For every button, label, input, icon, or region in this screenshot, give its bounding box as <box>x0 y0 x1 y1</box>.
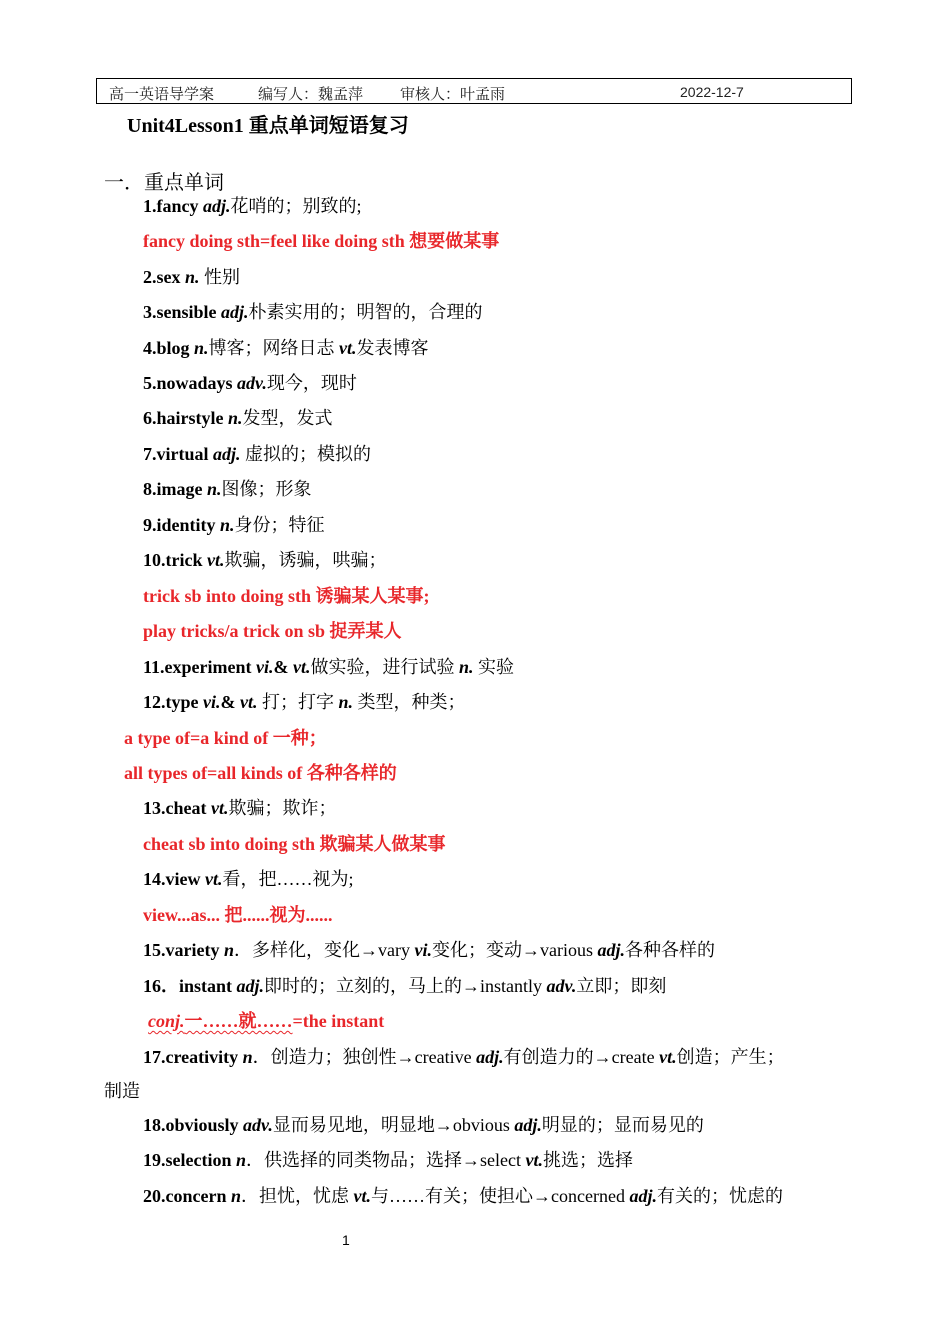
phrase-12a: a type of=a kind of 一种； <box>124 728 327 748</box>
phrase-10b: play tricks/a trick on sb 捉弄某人 <box>143 621 402 641</box>
entry-14: 14.view vt.看，把……视为; <box>143 869 354 889</box>
entry-6: 6.hairstyle n.发型，发式 <box>143 408 333 428</box>
entry-9: 9.identity n.身份；特征 <box>143 515 325 535</box>
entry-5: 5.nowadays adv.现今，现时 <box>143 373 357 393</box>
entry-8: 8.image n.图像；形象 <box>143 479 312 499</box>
entry-1: 1.fancy adj.花哨的；别致的; <box>143 196 362 216</box>
entry-20: 20.concern n．担忧，忧虑 vt.与……有关；使担心→concerned adj.有关的；忧虑的 <box>143 1186 783 1206</box>
phrase-1: fancy doing sth=feel like doing sth 想要做某事 <box>143 231 500 251</box>
entry-7: 7.virtual adj. 虚拟的；模拟的 <box>143 444 372 464</box>
header-box <box>96 78 852 104</box>
phrase-10a: trick sb into doing sth 诱骗某人某事; <box>143 586 430 606</box>
header-course: 高一英语导学案 <box>109 85 215 103</box>
entry-19: 19.selection n．供选择的同类物品；选择→select vt.挑选；选择 <box>143 1150 633 1170</box>
section-heading: 一．重点单词 <box>104 172 224 194</box>
phrase-13: cheat sb into doing sth 欺骗某人做某事 <box>143 834 446 854</box>
entry-12: 12.type vi.& vt. 打；打字 n. 类型，种类； <box>143 692 466 712</box>
header-reviewer: 审核人：叶孟雨 <box>400 85 506 103</box>
entry-3: 3.sensible adj.朴素实用的；明智的，合理的 <box>143 302 483 322</box>
entry-2: 2.sex n. 性别 <box>143 267 241 287</box>
phrase-16: conj.一……就……=the instant <box>148 1011 385 1031</box>
entry-17: 17.creativity n．创造力；独创性→creative adj.有创造力的→create vt.创造；产生； <box>143 1047 785 1067</box>
entry-4: 4.blog n.博客；网络日志 vt.发表博客 <box>143 338 429 358</box>
page-title: Unit4Lesson1 重点单词短语复习 <box>127 115 409 137</box>
entry-18: 18.obviously adv.显而易见地，明显地→obvious adj.明显的；显而易见的 <box>143 1115 704 1135</box>
header-writer: 编写人：魏孟萍 <box>258 85 364 103</box>
entry-17-continued: 制造 <box>104 1081 140 1101</box>
entry-16: 16．instant adj.即时的；立刻的，马上的→instantly adv.立即；即刻 <box>143 976 667 996</box>
entry-11: 11.experiment vi.& vt.做实验，进行试验 n. 实验 <box>143 657 514 677</box>
entry-15: 15.variety n．多样化，变化→vary vi.变化；变动→various adj.各种各样的 <box>143 940 715 960</box>
page-number: 1 <box>342 1232 350 1248</box>
phrase-12b: all types of=all kinds of 各种各样的 <box>124 763 397 783</box>
entry-10: 10.trick vt.欺骗，诱骗，哄骗； <box>143 550 387 570</box>
header-date: 2022-12-7 <box>680 84 744 100</box>
entry-13: 13.cheat vt.欺骗；欺诈； <box>143 798 337 818</box>
phrase-14: view...as... 把......视为...... <box>143 905 333 925</box>
